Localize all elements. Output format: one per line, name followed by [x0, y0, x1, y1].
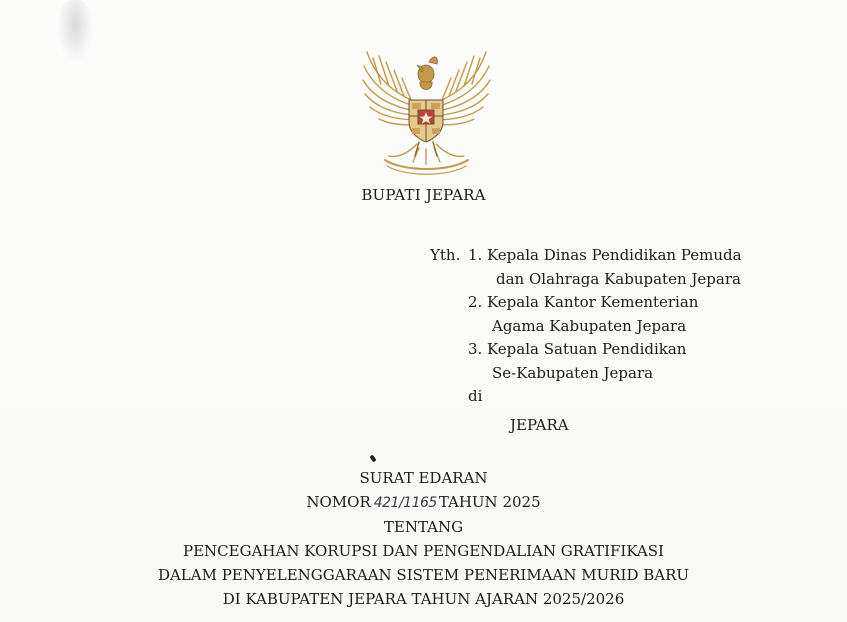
subject-line: DALAM PENYELENGGARAAN SISTEM PENERIMAAN MURID BARU [157, 566, 690, 584]
spacer [430, 338, 468, 362]
recipient-line: Kepala Kantor Kementerian [487, 293, 699, 311]
tentang-label: TENTANG [383, 518, 464, 536]
recipient-number: 2. [468, 293, 483, 311]
recipient-block [430, 244, 742, 437]
recipient-number: 1. [468, 246, 483, 264]
circular-title-block [0, 466, 847, 611]
recipient-number: 3. [468, 340, 483, 358]
recipient-line: Se-Kabupaten Jepara [492, 363, 654, 382]
recipient-di [430, 385, 742, 409]
garuda-emblem-icon [359, 44, 494, 180]
nomor-label: NOMOR [306, 493, 371, 511]
tahun-label: TAHUN 2025 [438, 493, 541, 511]
issuer-title: BUPATI JEPARA [361, 186, 486, 204]
di-label: di [468, 387, 483, 405]
recipient-row [430, 338, 742, 362]
recipient-line: Kepala Dinas Pendidikan Pemuda [487, 246, 742, 264]
circular-type: SURAT EDARAN [359, 469, 488, 487]
recipient-row [430, 268, 742, 292]
recipient-line: Kepala Satuan Pendidikan [487, 340, 687, 358]
subject-line: DI KABUPATEN JEPARA TAHUN AJARAN 2025/2026 [222, 590, 625, 608]
recipient-row [430, 291, 742, 315]
recipient-line: dan Olahraga Kabupaten Jepara [496, 269, 741, 288]
recipient-row [430, 362, 742, 386]
salutation: Yth. [430, 246, 461, 264]
recipient-line: Agama Kabupaten Jepara [492, 316, 687, 335]
city-label: JEPARA [510, 415, 569, 434]
handwritten-number: 421/1165 [373, 495, 437, 511]
recipient-row [430, 315, 742, 339]
recipient-row [430, 244, 742, 268]
pen-mark [369, 454, 376, 462]
subject-line: PENCEGAHAN KORUPSI DAN PENGENDALIAN GRATIFIKASI [183, 542, 664, 560]
spacer [430, 291, 468, 315]
circular-number [0, 490, 847, 515]
nomor-line [306, 490, 540, 515]
scan-smudge [58, 0, 92, 62]
recipient-city [430, 414, 742, 438]
